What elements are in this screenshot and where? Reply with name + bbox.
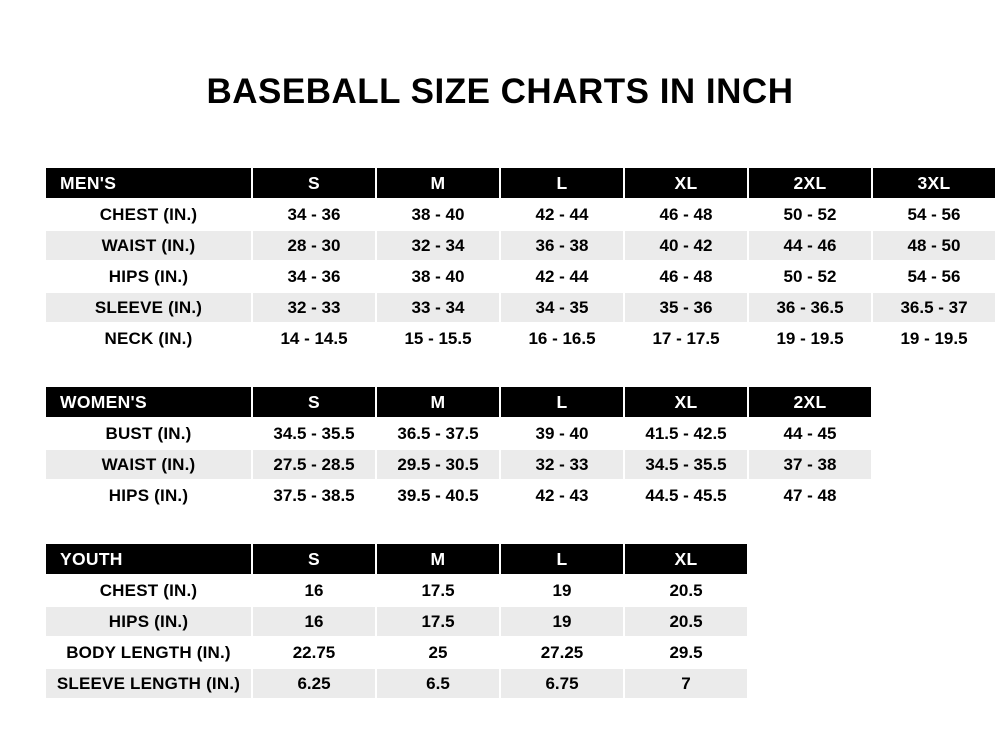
column-header: M	[376, 543, 500, 575]
column-header: YOUTH	[45, 543, 252, 575]
table-row	[45, 480, 872, 511]
column-header: L	[500, 543, 624, 575]
row-label: BUST (IN.)	[45, 418, 252, 449]
table-cell: 36.5 - 37.5	[376, 418, 500, 449]
table-cell: 37.5 - 38.5	[252, 480, 376, 511]
womens-size-table	[44, 385, 873, 512]
table-cell: 44.5 - 45.5	[624, 480, 748, 511]
table-cell: 29.5 - 30.5	[376, 449, 500, 480]
table-cell: 34 - 35	[500, 292, 624, 323]
table-cell: 17.5	[376, 575, 500, 606]
table-cell: 16	[252, 575, 376, 606]
table-row	[45, 637, 748, 668]
table-cell: 37 - 38	[748, 449, 872, 480]
table-cell: 42 - 43	[500, 480, 624, 511]
table-cell: 19 - 19.5	[748, 323, 872, 354]
table-cell: 38 - 40	[376, 261, 500, 292]
table-cell: 19	[500, 575, 624, 606]
table-cell: 19	[500, 606, 624, 637]
column-header: L	[500, 386, 624, 418]
table-cell: 34.5 - 35.5	[252, 418, 376, 449]
column-header: XL	[624, 543, 748, 575]
table-cell: 16 - 16.5	[500, 323, 624, 354]
table-cell: 14 - 14.5	[252, 323, 376, 354]
table-cell: 47 - 48	[748, 480, 872, 511]
column-header: 2XL	[748, 167, 872, 199]
table-cell: 6.75	[500, 668, 624, 699]
table-cell: 27.25	[500, 637, 624, 668]
table-cell: 46 - 48	[624, 199, 748, 230]
row-label: WAIST (IN.)	[45, 230, 252, 261]
column-header: XL	[624, 167, 748, 199]
table-cell: 19 - 19.5	[872, 323, 996, 354]
table-cell: 54 - 56	[872, 199, 996, 230]
mens-size-table	[44, 166, 997, 355]
table-cell: 33 - 34	[376, 292, 500, 323]
table-cell: 25	[376, 637, 500, 668]
table-row	[45, 199, 996, 230]
table-row	[45, 292, 996, 323]
row-label: CHEST (IN.)	[45, 199, 252, 230]
table-cell: 50 - 52	[748, 199, 872, 230]
table-cell: 44 - 46	[748, 230, 872, 261]
youth-size-table	[44, 542, 749, 700]
table-row	[45, 449, 872, 480]
row-label: CHEST (IN.)	[45, 575, 252, 606]
charts-container	[0, 166, 1000, 700]
row-label: SLEEVE (IN.)	[45, 292, 252, 323]
table-cell: 27.5 - 28.5	[252, 449, 376, 480]
column-header: XL	[624, 386, 748, 418]
row-label: BODY LENGTH (IN.)	[45, 637, 252, 668]
table-cell: 41.5 - 42.5	[624, 418, 748, 449]
table-cell: 15 - 15.5	[376, 323, 500, 354]
table-cell: 39 - 40	[500, 418, 624, 449]
column-header: M	[376, 386, 500, 418]
table-cell: 34.5 - 35.5	[624, 449, 748, 480]
column-header: S	[252, 386, 376, 418]
page-title: BASEBALL SIZE CHARTS IN INCH	[206, 72, 794, 111]
table-cell: 22.75	[252, 637, 376, 668]
row-label: HIPS (IN.)	[45, 606, 252, 637]
table-cell: 20.5	[624, 575, 748, 606]
table-cell: 17 - 17.5	[624, 323, 748, 354]
table-row	[45, 606, 748, 637]
table-cell: 36 - 38	[500, 230, 624, 261]
column-header: M	[376, 167, 500, 199]
table-cell: 44 - 45	[748, 418, 872, 449]
table-row	[45, 323, 996, 354]
column-header: S	[252, 543, 376, 575]
table-cell: 54 - 56	[872, 261, 996, 292]
table-cell: 32 - 33	[252, 292, 376, 323]
table-cell: 34 - 36	[252, 199, 376, 230]
table-cell: 35 - 36	[624, 292, 748, 323]
table-cell: 32 - 34	[376, 230, 500, 261]
table-cell: 42 - 44	[500, 199, 624, 230]
table-header-row	[45, 543, 748, 575]
row-label: HIPS (IN.)	[45, 480, 252, 511]
table-cell: 36 - 36.5	[748, 292, 872, 323]
table-cell: 28 - 30	[252, 230, 376, 261]
table-header-row	[45, 167, 996, 199]
table-cell: 32 - 33	[500, 449, 624, 480]
table-cell: 6.25	[252, 668, 376, 699]
table-cell: 42 - 44	[500, 261, 624, 292]
table-cell: 36.5 - 37	[872, 292, 996, 323]
row-label: SLEEVE LENGTH (IN.)	[45, 668, 252, 699]
table-cell: 6.5	[376, 668, 500, 699]
table-row	[45, 418, 872, 449]
table-cell: 48 - 50	[872, 230, 996, 261]
column-header: WOMEN'S	[45, 386, 252, 418]
table-cell: 29.5	[624, 637, 748, 668]
column-header: L	[500, 167, 624, 199]
table-cell: 50 - 52	[748, 261, 872, 292]
table-cell: 20.5	[624, 606, 748, 637]
table-cell: 17.5	[376, 606, 500, 637]
column-header: S	[252, 167, 376, 199]
table-row	[45, 575, 748, 606]
row-label: WAIST (IN.)	[45, 449, 252, 480]
row-label: NECK (IN.)	[45, 323, 252, 354]
table-cell: 34 - 36	[252, 261, 376, 292]
column-header: MEN'S	[45, 167, 252, 199]
table-row	[45, 230, 996, 261]
table-cell: 40 - 42	[624, 230, 748, 261]
table-cell: 7	[624, 668, 748, 699]
table-cell: 39.5 - 40.5	[376, 480, 500, 511]
table-cell: 46 - 48	[624, 261, 748, 292]
table-row	[45, 668, 748, 699]
table-cell: 38 - 40	[376, 199, 500, 230]
table-cell: 16	[252, 606, 376, 637]
table-header-row	[45, 386, 872, 418]
row-label: HIPS (IN.)	[45, 261, 252, 292]
column-header: 2XL	[748, 386, 872, 418]
column-header: 3XL	[872, 167, 996, 199]
table-row	[45, 261, 996, 292]
